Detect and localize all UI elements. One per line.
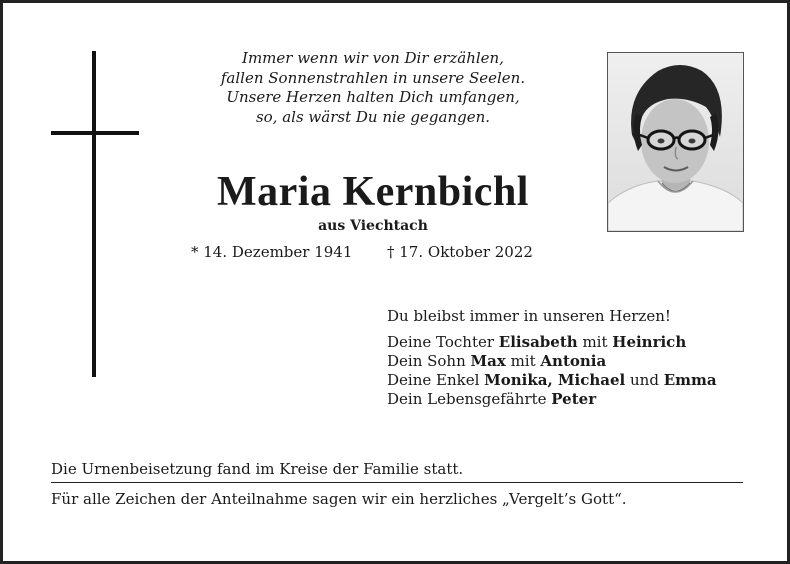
connector-text: mit bbox=[577, 333, 613, 351]
connector-text: mit bbox=[505, 352, 541, 370]
family-row-daughter bbox=[387, 333, 717, 352]
cross-horizontal-bar bbox=[51, 131, 139, 135]
relation-text: Deine Enkel bbox=[387, 371, 485, 389]
family-signatures bbox=[387, 307, 717, 409]
family-member-name: Monika, Michael bbox=[484, 371, 626, 389]
poem-line: fallen Sonnenstrahlen in unsere Seelen. bbox=[220, 68, 526, 87]
death-date: † 17. Oktober 2022 bbox=[387, 243, 533, 261]
family-member-name: Antonia bbox=[540, 352, 607, 370]
thanks-notice: Für alle Zeichen der Anteilnahme sagen wir ein herzliches „Vergelt’s Gott“. bbox=[51, 490, 627, 508]
family-member-name: Max bbox=[470, 352, 506, 370]
relation-text: Dein Lebensgefährte bbox=[387, 390, 552, 408]
deceased-origin: aus Viechtach bbox=[318, 218, 428, 234]
family-lead-line: Du bleibst immer in unseren Herzen! bbox=[387, 307, 671, 325]
poem-line: Unsere Herzen halten Dich umfangen, bbox=[226, 88, 520, 106]
family-row-partner bbox=[387, 390, 717, 409]
relation-text: Deine Tochter bbox=[387, 333, 499, 351]
connector-text: und bbox=[625, 371, 664, 389]
poem-line: so, als wärst Du nie gegangen. bbox=[255, 107, 491, 126]
family-member-name: Heinrich bbox=[612, 333, 687, 351]
poem-line: Immer wenn wir von Dir erzählen, bbox=[242, 49, 504, 67]
family-row-son bbox=[387, 352, 717, 371]
deceased-name: Maria Kernbichl bbox=[217, 169, 529, 215]
burial-notice: Die Urnenbeisetzung fand im Kreise der Familie statt. bbox=[51, 460, 464, 478]
family-member-name: Emma bbox=[663, 371, 717, 389]
birth-date: * 14. Dezember 1941 bbox=[191, 243, 353, 261]
memorial-poem bbox=[173, 49, 573, 127]
family-member-name: Elisabeth bbox=[498, 333, 578, 351]
portrait-photo bbox=[607, 52, 744, 232]
family-member-name: Peter bbox=[551, 390, 597, 408]
portrait-illustration bbox=[608, 53, 743, 231]
family-row-grandchildren bbox=[387, 371, 717, 390]
cross-vertical-bar bbox=[92, 51, 96, 377]
divider-line bbox=[51, 482, 743, 483]
relation-text: Dein Sohn bbox=[387, 352, 471, 370]
